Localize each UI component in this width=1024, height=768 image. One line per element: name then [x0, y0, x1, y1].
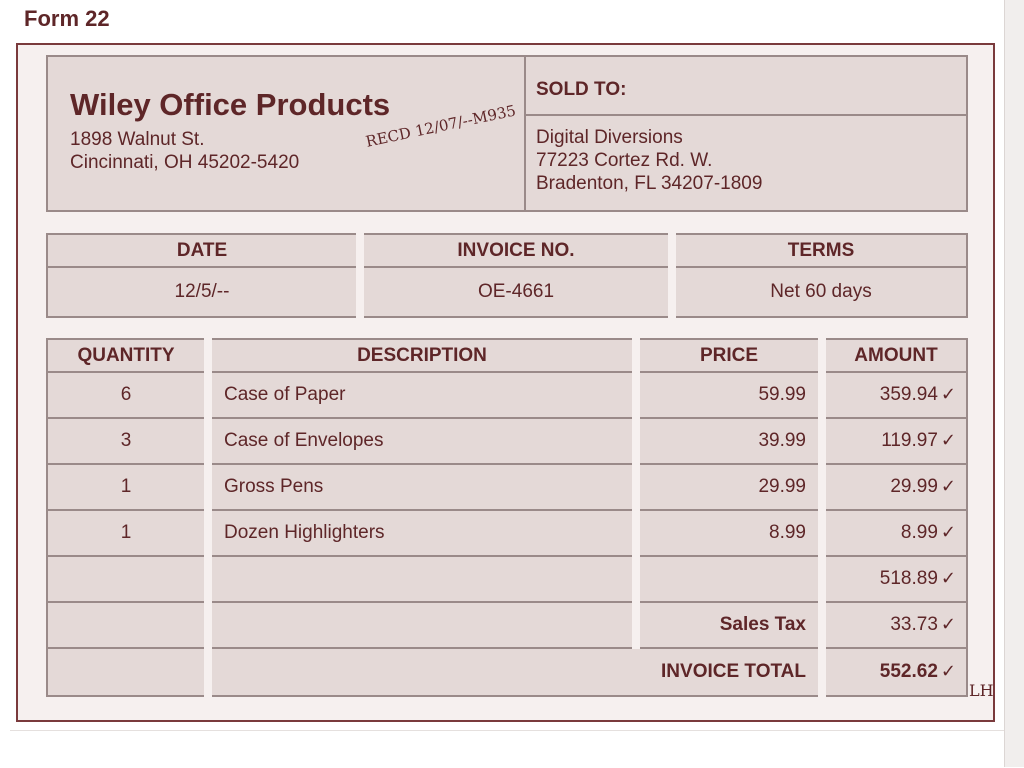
- sales-tax-row: [47, 602, 967, 648]
- info-header-row: [47, 234, 967, 267]
- subtotal-cell: [822, 556, 967, 602]
- price-cell: 39.99: [636, 418, 822, 464]
- seller-name: Wiley Office Products: [70, 87, 391, 122]
- description-header: DESCRIPTION: [208, 339, 636, 372]
- invoice-info-table: [46, 233, 968, 318]
- price-cell: 59.99: [636, 372, 822, 418]
- table-row: [47, 418, 967, 464]
- invoice-total-row: [47, 648, 967, 696]
- empty-cell: [47, 602, 208, 648]
- description-cell: Case of Paper: [208, 372, 636, 418]
- description-cell: Case of Envelopes: [208, 418, 636, 464]
- scrollbar[interactable]: [1004, 0, 1024, 767]
- description-cell: Gross Pens: [208, 464, 636, 510]
- invoice-total-cell: [822, 648, 967, 696]
- sales-tax-value: 33.73: [890, 614, 938, 635]
- table-row: [47, 510, 967, 556]
- date-header: DATE: [47, 234, 360, 267]
- buyer-address-line1: 77223 Cortez Rd. W.: [536, 150, 713, 171]
- amount-value: 119.97: [881, 430, 938, 451]
- invoice-items-table: [46, 338, 968, 697]
- terms-value: Net 60 days: [672, 267, 967, 317]
- page-footer-area: [10, 730, 1004, 768]
- invoice-header: [46, 55, 968, 212]
- amount-value: 8.99: [900, 522, 938, 543]
- invoice-total-label-cell: [208, 648, 822, 696]
- check-mark-icon: ✓: [940, 430, 956, 450]
- table-row: [47, 372, 967, 418]
- quantity-cell: 1: [47, 464, 208, 510]
- quantity-cell: 1: [47, 510, 208, 556]
- seller-address-line2: Cincinnati, OH 45202-5420: [70, 152, 300, 173]
- buyer-address-line2: Bradenton, FL 34207-1809: [536, 173, 763, 194]
- empty-cell: [47, 556, 208, 602]
- initials: LH: [969, 681, 994, 700]
- empty-cell: [47, 648, 208, 696]
- amount-header: AMOUNT: [822, 339, 967, 372]
- quantity-cell: 3: [47, 418, 208, 464]
- amount-value: 359.94: [879, 384, 938, 405]
- amount-value: 29.99: [890, 476, 938, 497]
- form-title: Form 22: [24, 6, 110, 31]
- check-mark-icon: ✓: [940, 614, 956, 634]
- amount-cell: [822, 464, 967, 510]
- subtotal-value: 518.89: [879, 568, 938, 589]
- seller-address-line1: 1898 Walnut St.: [70, 129, 205, 150]
- subtotal-row: [47, 556, 967, 602]
- amount-cell: [822, 418, 967, 464]
- sold-to-rule: [524, 114, 968, 116]
- price-header: PRICE: [636, 339, 822, 372]
- invoice-no-header: INVOICE NO.: [360, 234, 672, 267]
- empty-cell: [636, 556, 822, 602]
- sold-to-label: SOLD TO:: [536, 79, 627, 100]
- price-cell: 29.99: [636, 464, 822, 510]
- check-mark-icon: ✓: [940, 568, 956, 588]
- price-cell: 8.99: [636, 510, 822, 556]
- quantity-cell: 6: [47, 372, 208, 418]
- check-mark-icon: ✓: [940, 476, 956, 496]
- check-mark-icon: ✓: [940, 661, 956, 681]
- check-mark-icon: ✓: [940, 522, 956, 542]
- check-mark-icon: ✓: [940, 384, 956, 404]
- amount-cell: [822, 372, 967, 418]
- buyer-name: Digital Diversions: [536, 127, 683, 148]
- amount-cell: [822, 510, 967, 556]
- quantity-header: QUANTITY: [47, 339, 208, 372]
- sold-to-divider: [524, 57, 526, 210]
- info-value-row: [47, 267, 967, 317]
- description-cell: Dozen Highlighters: [208, 510, 636, 556]
- date-value: 12/5/--: [47, 267, 360, 317]
- table-row: [47, 464, 967, 510]
- items-header-row: [47, 339, 967, 372]
- empty-cell: [208, 556, 636, 602]
- sales-tax-cell: [822, 602, 967, 648]
- sales-tax-label: Sales Tax: [636, 602, 822, 648]
- invoice-no-value: OE-4661: [360, 267, 672, 317]
- invoice-total-value: 552.62: [879, 661, 938, 682]
- received-stamp: RECD 12/07/--M935: [364, 101, 518, 151]
- terms-header: TERMS: [672, 234, 967, 267]
- empty-cell: [208, 602, 636, 648]
- invoice-total-label: INVOICE TOTAL: [661, 661, 806, 682]
